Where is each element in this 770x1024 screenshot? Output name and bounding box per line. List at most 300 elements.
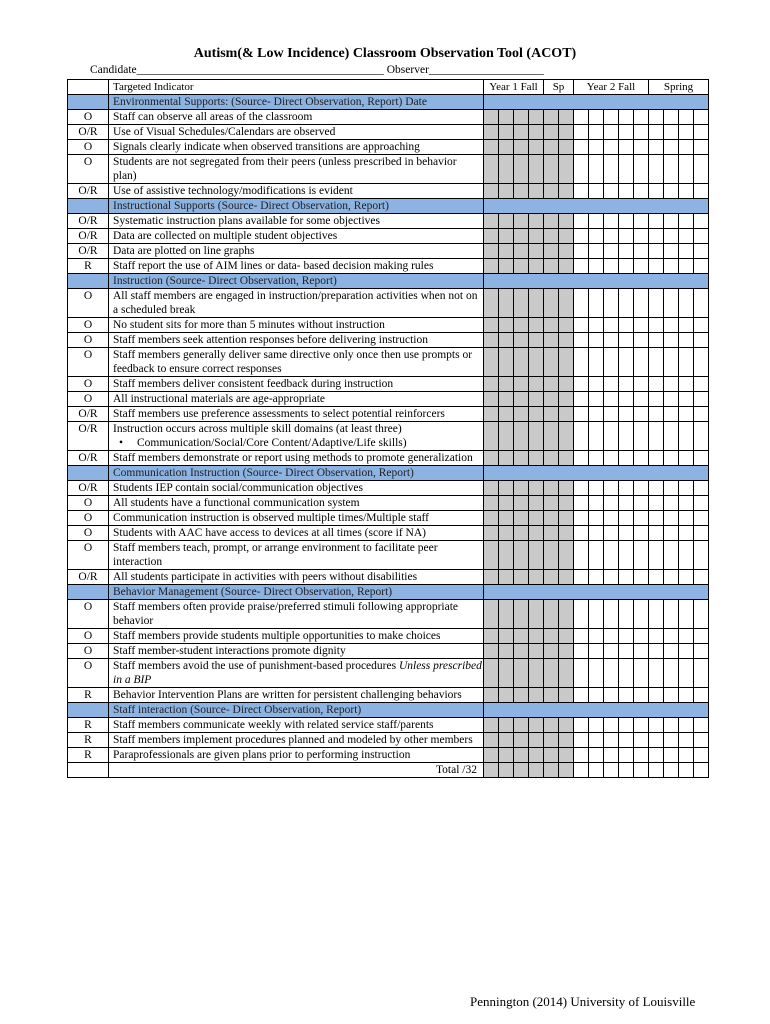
score-cell[interactable]	[514, 570, 529, 585]
score-cell[interactable]	[529, 348, 544, 377]
score-cell[interactable]	[679, 348, 694, 377]
score-cell[interactable]	[589, 377, 604, 392]
score-cell[interactable]	[559, 244, 574, 259]
score-cell[interactable]	[664, 451, 679, 466]
score-cell[interactable]	[664, 526, 679, 541]
score-cell[interactable]	[499, 481, 514, 496]
score-cell[interactable]	[559, 718, 574, 733]
score-cell[interactable]	[514, 600, 529, 629]
score-cell[interactable]	[604, 392, 619, 407]
score-cell[interactable]	[499, 214, 514, 229]
score-cell[interactable]	[679, 289, 694, 318]
score-cell[interactable]	[529, 318, 544, 333]
score-cell[interactable]	[634, 125, 649, 140]
score-cell[interactable]	[664, 318, 679, 333]
score-cell[interactable]	[634, 407, 649, 422]
score-cell[interactable]	[574, 718, 589, 733]
score-cell[interactable]	[529, 733, 544, 748]
score-cell[interactable]	[544, 526, 559, 541]
score-cell[interactable]	[529, 496, 544, 511]
score-cell[interactable]	[484, 644, 499, 659]
score-cell[interactable]	[574, 214, 589, 229]
score-cell[interactable]	[574, 600, 589, 629]
score-cell[interactable]	[649, 392, 664, 407]
score-cell[interactable]	[649, 688, 664, 703]
score-cell[interactable]	[649, 496, 664, 511]
score-cell[interactable]	[514, 333, 529, 348]
score-cell[interactable]	[649, 481, 664, 496]
score-cell[interactable]	[559, 748, 574, 763]
score-cell[interactable]	[664, 644, 679, 659]
score-cell[interactable]	[634, 541, 649, 570]
score-cell[interactable]	[694, 451, 709, 466]
score-cell[interactable]	[559, 110, 574, 125]
score-cell[interactable]	[649, 214, 664, 229]
score-cell[interactable]	[649, 763, 664, 778]
score-cell[interactable]	[589, 511, 604, 526]
score-cell[interactable]	[694, 407, 709, 422]
score-cell[interactable]	[574, 481, 589, 496]
score-cell[interactable]	[679, 526, 694, 541]
score-cell[interactable]	[664, 718, 679, 733]
score-cell[interactable]	[544, 259, 559, 274]
score-cell[interactable]	[484, 451, 499, 466]
score-cell[interactable]	[664, 289, 679, 318]
score-cell[interactable]	[679, 451, 694, 466]
score-cell[interactable]	[484, 541, 499, 570]
score-cell[interactable]	[544, 451, 559, 466]
score-cell[interactable]	[574, 688, 589, 703]
score-cell[interactable]	[649, 289, 664, 318]
score-cell[interactable]	[664, 244, 679, 259]
score-cell[interactable]	[559, 763, 574, 778]
score-cell[interactable]	[679, 629, 694, 644]
score-cell[interactable]	[544, 318, 559, 333]
score-cell[interactable]	[694, 644, 709, 659]
score-cell[interactable]	[664, 748, 679, 763]
score-cell[interactable]	[529, 422, 544, 451]
score-cell[interactable]	[634, 377, 649, 392]
score-cell[interactable]	[484, 688, 499, 703]
score-cell[interactable]	[649, 718, 664, 733]
score-cell[interactable]	[484, 570, 499, 585]
score-cell[interactable]	[559, 348, 574, 377]
score-cell[interactable]	[619, 496, 634, 511]
score-cell[interactable]	[619, 733, 634, 748]
score-cell[interactable]	[694, 125, 709, 140]
score-cell[interactable]	[514, 377, 529, 392]
score-cell[interactable]	[694, 481, 709, 496]
score-cell[interactable]	[604, 659, 619, 688]
score-cell[interactable]	[529, 659, 544, 688]
score-cell[interactable]	[679, 511, 694, 526]
score-cell[interactable]	[664, 333, 679, 348]
score-cell[interactable]	[649, 155, 664, 184]
score-cell[interactable]	[649, 629, 664, 644]
score-cell[interactable]	[589, 407, 604, 422]
score-cell[interactable]	[499, 451, 514, 466]
score-cell[interactable]	[634, 748, 649, 763]
score-cell[interactable]	[514, 422, 529, 451]
score-cell[interactable]	[649, 570, 664, 585]
score-cell[interactable]	[694, 214, 709, 229]
score-cell[interactable]	[544, 407, 559, 422]
score-cell[interactable]	[544, 422, 559, 451]
score-cell[interactable]	[664, 377, 679, 392]
score-cell[interactable]	[604, 644, 619, 659]
score-cell[interactable]	[514, 688, 529, 703]
score-cell[interactable]	[514, 733, 529, 748]
score-cell[interactable]	[484, 763, 499, 778]
score-cell[interactable]	[634, 318, 649, 333]
score-cell[interactable]	[544, 229, 559, 244]
score-cell[interactable]	[499, 644, 514, 659]
score-cell[interactable]	[544, 644, 559, 659]
score-cell[interactable]	[559, 155, 574, 184]
score-cell[interactable]	[604, 422, 619, 451]
score-cell[interactable]	[514, 140, 529, 155]
score-cell[interactable]	[514, 481, 529, 496]
score-cell[interactable]	[679, 659, 694, 688]
score-cell[interactable]	[544, 659, 559, 688]
score-cell[interactable]	[649, 511, 664, 526]
score-cell[interactable]	[574, 155, 589, 184]
score-cell[interactable]	[634, 392, 649, 407]
score-cell[interactable]	[574, 763, 589, 778]
score-cell[interactable]	[574, 244, 589, 259]
score-cell[interactable]	[499, 733, 514, 748]
score-cell[interactable]	[574, 229, 589, 244]
score-cell[interactable]	[649, 422, 664, 451]
score-cell[interactable]	[514, 541, 529, 570]
score-cell[interactable]	[694, 748, 709, 763]
score-cell[interactable]	[529, 244, 544, 259]
score-cell[interactable]	[604, 511, 619, 526]
score-cell[interactable]	[604, 688, 619, 703]
score-cell[interactable]	[604, 259, 619, 274]
score-cell[interactable]	[499, 688, 514, 703]
score-cell[interactable]	[484, 526, 499, 541]
score-cell[interactable]	[664, 155, 679, 184]
score-cell[interactable]	[619, 125, 634, 140]
score-cell[interactable]	[634, 229, 649, 244]
score-cell[interactable]	[529, 526, 544, 541]
score-cell[interactable]	[529, 481, 544, 496]
score-cell[interactable]	[664, 422, 679, 451]
score-cell[interactable]	[649, 140, 664, 155]
score-cell[interactable]	[589, 244, 604, 259]
score-cell[interactable]	[589, 629, 604, 644]
score-cell[interactable]	[694, 629, 709, 644]
score-cell[interactable]	[559, 629, 574, 644]
score-cell[interactable]	[544, 570, 559, 585]
score-cell[interactable]	[604, 451, 619, 466]
score-cell[interactable]	[604, 718, 619, 733]
score-cell[interactable]	[604, 570, 619, 585]
score-cell[interactable]	[559, 481, 574, 496]
score-cell[interactable]	[679, 155, 694, 184]
score-cell[interactable]	[619, 289, 634, 318]
score-cell[interactable]	[574, 110, 589, 125]
score-cell[interactable]	[529, 289, 544, 318]
score-cell[interactable]	[649, 318, 664, 333]
score-cell[interactable]	[694, 348, 709, 377]
score-cell[interactable]	[694, 659, 709, 688]
score-cell[interactable]	[529, 629, 544, 644]
score-cell[interactable]	[694, 733, 709, 748]
score-cell[interactable]	[679, 333, 694, 348]
score-cell[interactable]	[544, 140, 559, 155]
score-cell[interactable]	[484, 229, 499, 244]
score-cell[interactable]	[574, 289, 589, 318]
score-cell[interactable]	[499, 511, 514, 526]
score-cell[interactable]	[544, 511, 559, 526]
score-cell[interactable]	[514, 125, 529, 140]
score-cell[interactable]	[529, 155, 544, 184]
score-cell[interactable]	[694, 392, 709, 407]
score-cell[interactable]	[544, 733, 559, 748]
score-cell[interactable]	[499, 318, 514, 333]
score-cell[interactable]	[619, 422, 634, 451]
score-cell[interactable]	[619, 333, 634, 348]
score-cell[interactable]	[499, 600, 514, 629]
score-cell[interactable]	[679, 214, 694, 229]
score-cell[interactable]	[679, 718, 694, 733]
score-cell[interactable]	[574, 140, 589, 155]
score-cell[interactable]	[514, 392, 529, 407]
score-cell[interactable]	[649, 229, 664, 244]
score-cell[interactable]	[499, 259, 514, 274]
score-cell[interactable]	[634, 511, 649, 526]
score-cell[interactable]	[574, 407, 589, 422]
score-cell[interactable]	[604, 377, 619, 392]
score-cell[interactable]	[589, 763, 604, 778]
score-cell[interactable]	[529, 214, 544, 229]
score-cell[interactable]	[559, 422, 574, 451]
score-cell[interactable]	[604, 110, 619, 125]
score-cell[interactable]	[679, 229, 694, 244]
score-cell[interactable]	[574, 629, 589, 644]
score-cell[interactable]	[589, 644, 604, 659]
score-cell[interactable]	[499, 541, 514, 570]
score-cell[interactable]	[529, 748, 544, 763]
score-cell[interactable]	[544, 125, 559, 140]
score-cell[interactable]	[679, 392, 694, 407]
score-cell[interactable]	[574, 748, 589, 763]
score-cell[interactable]	[649, 748, 664, 763]
score-cell[interactable]	[544, 688, 559, 703]
score-cell[interactable]	[559, 377, 574, 392]
score-cell[interactable]	[499, 748, 514, 763]
score-cell[interactable]	[514, 155, 529, 184]
score-cell[interactable]	[499, 570, 514, 585]
score-cell[interactable]	[619, 763, 634, 778]
score-cell[interactable]	[559, 451, 574, 466]
score-cell[interactable]	[559, 140, 574, 155]
score-cell[interactable]	[604, 140, 619, 155]
score-cell[interactable]	[694, 289, 709, 318]
score-cell[interactable]	[484, 600, 499, 629]
score-cell[interactable]	[604, 496, 619, 511]
score-cell[interactable]	[544, 541, 559, 570]
score-cell[interactable]	[679, 763, 694, 778]
score-cell[interactable]	[634, 214, 649, 229]
score-cell[interactable]	[514, 629, 529, 644]
score-cell[interactable]	[634, 526, 649, 541]
score-cell[interactable]	[574, 496, 589, 511]
score-cell[interactable]	[559, 733, 574, 748]
score-cell[interactable]	[484, 659, 499, 688]
score-cell[interactable]	[574, 451, 589, 466]
score-cell[interactable]	[574, 526, 589, 541]
score-cell[interactable]	[619, 140, 634, 155]
score-cell[interactable]	[544, 718, 559, 733]
candidate-field[interactable]: ___________________________________________	[136, 64, 384, 76]
score-cell[interactable]	[499, 333, 514, 348]
score-cell[interactable]	[634, 600, 649, 629]
score-cell[interactable]	[634, 629, 649, 644]
score-cell[interactable]	[529, 333, 544, 348]
score-cell[interactable]	[694, 140, 709, 155]
score-cell[interactable]	[514, 496, 529, 511]
score-cell[interactable]	[514, 348, 529, 377]
score-cell[interactable]	[499, 184, 514, 199]
score-cell[interactable]	[544, 600, 559, 629]
score-cell[interactable]	[514, 451, 529, 466]
score-cell[interactable]	[529, 570, 544, 585]
score-cell[interactable]	[679, 541, 694, 570]
score-cell[interactable]	[484, 496, 499, 511]
score-cell[interactable]	[664, 688, 679, 703]
score-cell[interactable]	[514, 644, 529, 659]
score-cell[interactable]	[484, 377, 499, 392]
score-cell[interactable]	[679, 244, 694, 259]
score-cell[interactable]	[694, 688, 709, 703]
score-cell[interactable]	[484, 318, 499, 333]
score-cell[interactable]	[484, 110, 499, 125]
score-cell[interactable]	[619, 451, 634, 466]
score-cell[interactable]	[649, 259, 664, 274]
score-cell[interactable]	[559, 392, 574, 407]
score-cell[interactable]	[649, 244, 664, 259]
score-cell[interactable]	[649, 110, 664, 125]
score-cell[interactable]	[529, 184, 544, 199]
score-cell[interactable]	[619, 748, 634, 763]
score-cell[interactable]	[634, 333, 649, 348]
score-cell[interactable]	[484, 481, 499, 496]
score-cell[interactable]	[634, 733, 649, 748]
score-cell[interactable]	[649, 541, 664, 570]
score-cell[interactable]	[514, 184, 529, 199]
score-cell[interactable]	[649, 184, 664, 199]
score-cell[interactable]	[529, 688, 544, 703]
score-cell[interactable]	[499, 244, 514, 259]
score-cell[interactable]	[499, 377, 514, 392]
score-cell[interactable]	[574, 422, 589, 451]
score-cell[interactable]	[529, 644, 544, 659]
score-cell[interactable]	[529, 140, 544, 155]
score-cell[interactable]	[574, 318, 589, 333]
score-cell[interactable]	[619, 600, 634, 629]
score-cell[interactable]	[559, 511, 574, 526]
score-cell[interactable]	[634, 110, 649, 125]
score-cell[interactable]	[514, 748, 529, 763]
score-cell[interactable]	[694, 541, 709, 570]
score-cell[interactable]	[544, 214, 559, 229]
score-cell[interactable]	[634, 244, 649, 259]
score-cell[interactable]	[589, 155, 604, 184]
score-cell[interactable]	[559, 600, 574, 629]
score-cell[interactable]	[664, 392, 679, 407]
score-cell[interactable]	[484, 333, 499, 348]
score-cell[interactable]	[484, 214, 499, 229]
score-cell[interactable]	[574, 184, 589, 199]
score-cell[interactable]	[484, 407, 499, 422]
score-cell[interactable]	[559, 259, 574, 274]
score-cell[interactable]	[499, 289, 514, 318]
score-cell[interactable]	[679, 377, 694, 392]
score-cell[interactable]	[619, 541, 634, 570]
score-cell[interactable]	[619, 392, 634, 407]
score-cell[interactable]	[484, 629, 499, 644]
score-cell[interactable]	[529, 110, 544, 125]
score-cell[interactable]	[559, 333, 574, 348]
score-cell[interactable]	[604, 155, 619, 184]
score-cell[interactable]	[679, 140, 694, 155]
score-cell[interactable]	[679, 422, 694, 451]
score-cell[interactable]	[544, 289, 559, 318]
score-cell[interactable]	[514, 718, 529, 733]
score-cell[interactable]	[574, 644, 589, 659]
score-cell[interactable]	[664, 541, 679, 570]
score-cell[interactable]	[634, 688, 649, 703]
score-cell[interactable]	[619, 244, 634, 259]
score-cell[interactable]	[499, 629, 514, 644]
score-cell[interactable]	[499, 140, 514, 155]
score-cell[interactable]	[664, 511, 679, 526]
score-cell[interactable]	[619, 377, 634, 392]
score-cell[interactable]	[664, 570, 679, 585]
score-cell[interactable]	[634, 155, 649, 184]
score-cell[interactable]	[484, 259, 499, 274]
score-cell[interactable]	[679, 570, 694, 585]
score-cell[interactable]	[679, 110, 694, 125]
score-cell[interactable]	[679, 600, 694, 629]
score-cell[interactable]	[589, 600, 604, 629]
score-cell[interactable]	[499, 229, 514, 244]
score-cell[interactable]	[514, 289, 529, 318]
score-cell[interactable]	[559, 659, 574, 688]
score-cell[interactable]	[664, 229, 679, 244]
score-cell[interactable]	[544, 496, 559, 511]
score-cell[interactable]	[574, 392, 589, 407]
score-cell[interactable]	[604, 318, 619, 333]
score-cell[interactable]	[499, 659, 514, 688]
score-cell[interactable]	[664, 733, 679, 748]
score-cell[interactable]	[529, 718, 544, 733]
score-cell[interactable]	[529, 451, 544, 466]
score-cell[interactable]	[514, 659, 529, 688]
score-cell[interactable]	[544, 348, 559, 377]
score-cell[interactable]	[649, 125, 664, 140]
score-cell[interactable]	[604, 244, 619, 259]
score-cell[interactable]	[589, 259, 604, 274]
score-cell[interactable]	[484, 244, 499, 259]
observer-field[interactable]: ____________________	[428, 64, 544, 76]
score-cell[interactable]	[559, 318, 574, 333]
score-cell[interactable]	[574, 259, 589, 274]
score-cell[interactable]	[529, 377, 544, 392]
